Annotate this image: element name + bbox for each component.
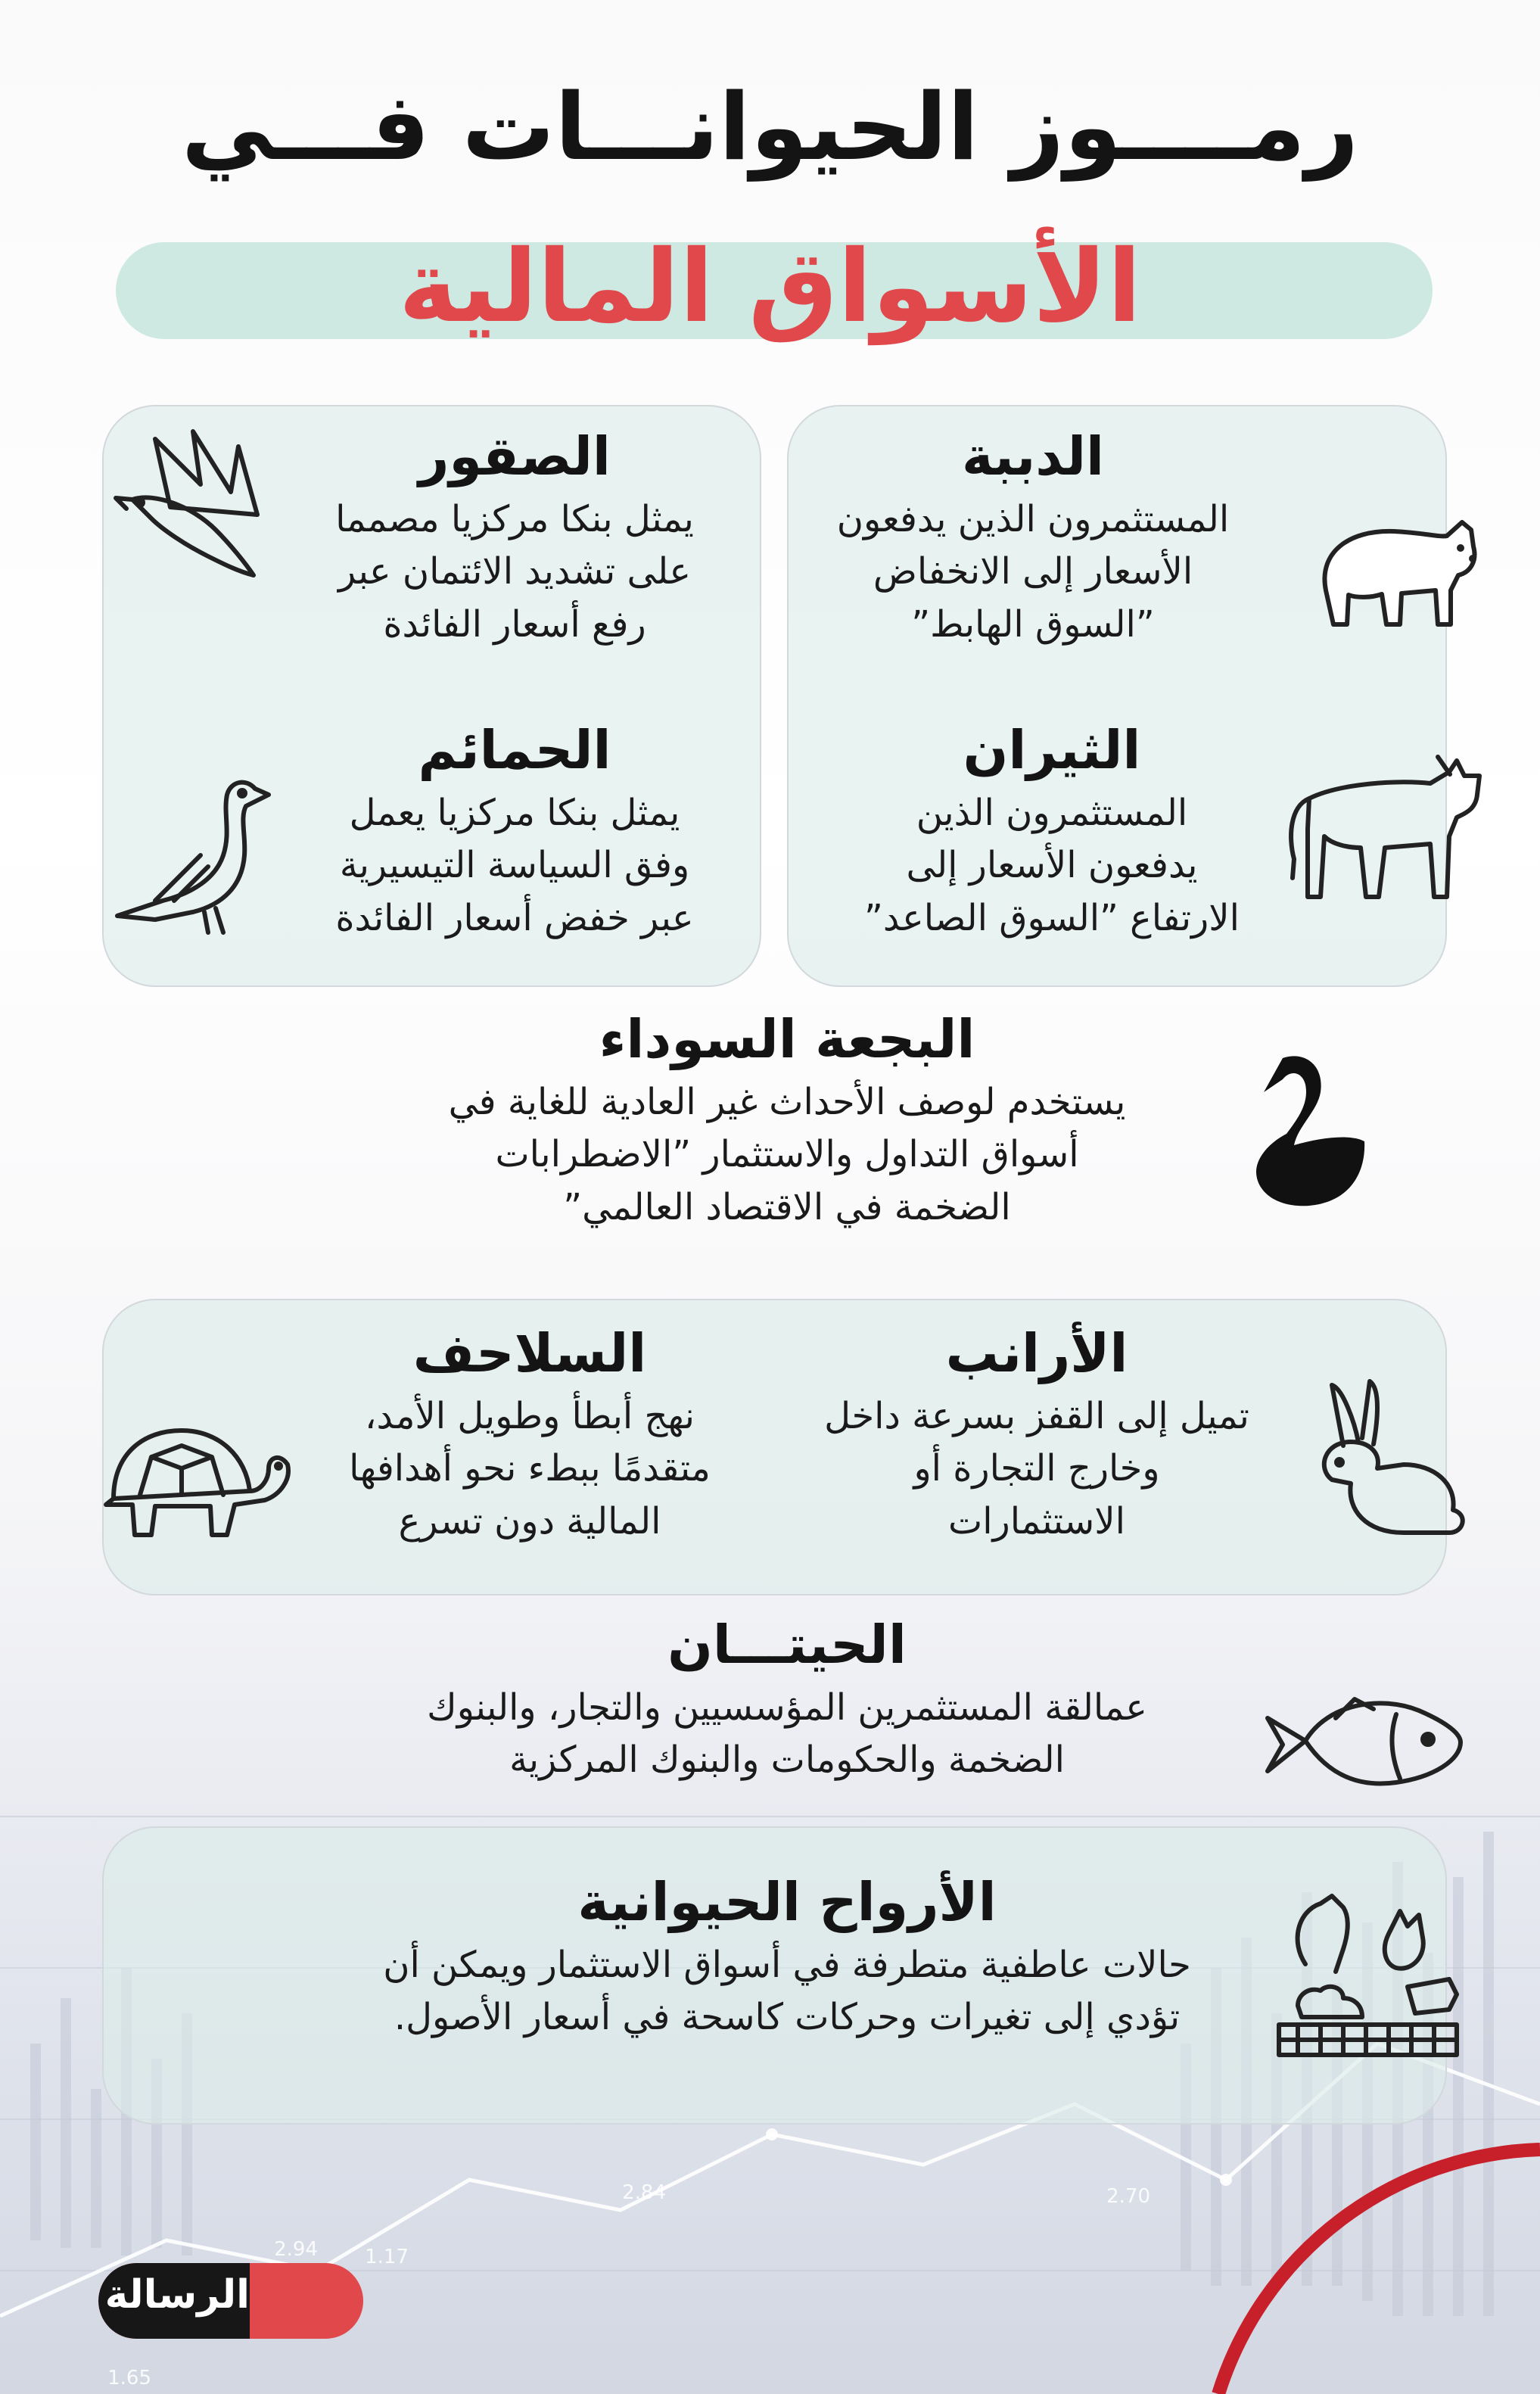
farm-animals-icon bbox=[1275, 1873, 1461, 2059]
chart-label-1: 2.94 bbox=[274, 2238, 318, 2261]
card-line: وفق السياسة التيسيرية bbox=[339, 844, 690, 887]
card-line: الاستثمارات bbox=[948, 1499, 1125, 1543]
bear-icon bbox=[1303, 500, 1485, 636]
page-title: رمــــوز الحيوانـــات فـــي bbox=[181, 73, 1359, 181]
card-title: الحمائم bbox=[418, 719, 611, 781]
card-line: تؤدي إلى تغيرات وحركات كاسحة في أسعار الأصول. bbox=[394, 1996, 1181, 2039]
card-line: يمثل بنكا مركزيا مصمما bbox=[335, 497, 694, 540]
chart-label-4: 1.65 bbox=[107, 2367, 151, 2389]
card-title: البجعة السوداء bbox=[599, 1008, 975, 1070]
card-whales bbox=[356, 1612, 1218, 1787]
card-line: تميل إلى القفز بسرعة داخل bbox=[824, 1394, 1249, 1437]
card-line: متقدمًا ببطء نحو أهدافها bbox=[349, 1447, 711, 1490]
card-line: الضخمة في الاقتصاد العالمي” bbox=[563, 1185, 1011, 1228]
card-bulls bbox=[821, 718, 1283, 945]
logo-text: الرسالة bbox=[104, 2272, 250, 2318]
card-line: نهج أبطأ وطويل الأمد، bbox=[365, 1394, 695, 1437]
chart-label-2: 1.17 bbox=[365, 2246, 409, 2268]
card-line: الأسعار إلى الانخفاض bbox=[873, 550, 1193, 593]
card-line: وخارج التجارة أو bbox=[913, 1447, 1160, 1490]
card-line: على تشديد الائتمان عبر bbox=[338, 550, 692, 593]
card-line: ”السوق الهابط” bbox=[911, 602, 1155, 646]
card-turtles bbox=[303, 1321, 757, 1548]
rabbit-icon bbox=[1298, 1378, 1468, 1540]
card-line: حالات عاطفية متطرفة في أسواق الاستثمار ويمكن أن bbox=[383, 1943, 1191, 1986]
card-line: رفع أسعار الفائدة bbox=[383, 602, 646, 646]
chart-label-5: 2.84 bbox=[622, 2181, 666, 2204]
card-line: يدفعون الأسعار إلى bbox=[906, 844, 1198, 887]
card-title: الدببة bbox=[961, 425, 1105, 487]
card-title: الثيران bbox=[963, 719, 1141, 781]
bull-icon bbox=[1279, 753, 1487, 912]
card-line: المالية دون تسرع bbox=[398, 1499, 661, 1543]
card-line: أسواق التداول والاستثمار ”الاضطرابات bbox=[495, 1133, 1079, 1176]
card-title: الأرواح الحيوانية bbox=[577, 1871, 997, 1933]
hawk-icon bbox=[110, 424, 284, 594]
turtle-icon bbox=[98, 1415, 291, 1540]
card-title: الأرانب bbox=[945, 1322, 1128, 1384]
dove-icon bbox=[110, 772, 280, 935]
fish-icon bbox=[1260, 1688, 1468, 1794]
card-title: الصقور bbox=[418, 425, 611, 487]
card-line: المستثمرون الذين يدفعون bbox=[836, 497, 1230, 540]
card-hawks bbox=[280, 424, 749, 651]
card-line: عبر خفض أسعار الفائدة bbox=[335, 896, 694, 939]
card-bears bbox=[795, 424, 1271, 651]
card-line: يمثل بنكا مركزيا يعمل bbox=[349, 791, 680, 834]
brand-logo bbox=[98, 2263, 363, 2339]
card-line: عمالقة المستثمرين المؤسسيين والتجار، والبنوك bbox=[427, 1686, 1147, 1729]
page-subtitle: الأسواق المالية bbox=[398, 229, 1142, 345]
card-title: السلاحف bbox=[412, 1322, 647, 1384]
card-line: يستخدم لوصف الأحداث غير العادية للغاية في bbox=[448, 1080, 1126, 1123]
card-doves bbox=[288, 718, 742, 945]
card-animal-spirits bbox=[303, 1869, 1271, 2044]
card-title: الحيتـــان bbox=[667, 1614, 907, 1676]
chart-label-3: 2.70 bbox=[1106, 2185, 1150, 2208]
card-rabbits bbox=[802, 1321, 1271, 1548]
card-line: الضخمة والحكومات والبنوك المركزية bbox=[509, 1739, 1065, 1782]
card-black-swan bbox=[356, 1007, 1218, 1234]
swan-icon bbox=[1252, 1051, 1366, 1209]
card-line: المستثمرون الذين bbox=[916, 791, 1188, 834]
card-line: الارتفاع ”السوق الصاعد” bbox=[864, 896, 1240, 939]
